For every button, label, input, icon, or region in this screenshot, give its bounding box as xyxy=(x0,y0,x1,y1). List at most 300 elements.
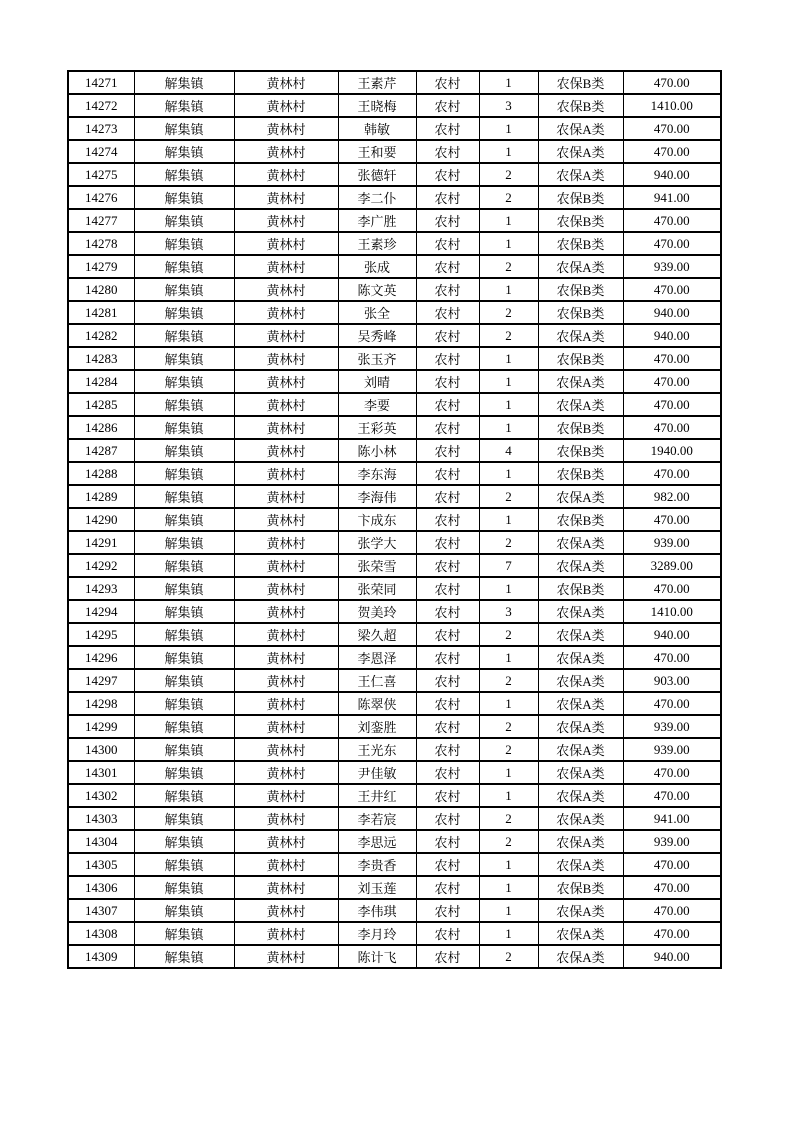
table-cell-amount: 470.00 xyxy=(623,577,721,600)
table-cell-serial_no: 14292 xyxy=(68,554,134,577)
table-cell-serial_no: 14293 xyxy=(68,577,134,600)
table-cell-person_count: 2 xyxy=(479,807,538,830)
table-cell-insurance_category: 农保A类 xyxy=(538,784,623,807)
table-cell-amount: 470.00 xyxy=(623,462,721,485)
table-cell-person_name: 张荣同 xyxy=(338,577,416,600)
table-cell-village: 黄林村 xyxy=(234,715,338,738)
table-row xyxy=(68,163,721,186)
table-cell-serial_no: 14284 xyxy=(68,370,134,393)
table-cell-insurance_category: 农保B类 xyxy=(538,209,623,232)
table-cell-person_count: 2 xyxy=(479,163,538,186)
table-cell-serial_no: 14294 xyxy=(68,600,134,623)
table-cell-person_name: 韩敏 xyxy=(338,117,416,140)
table-cell-town: 解集镇 xyxy=(134,623,234,646)
table-cell-residence_type: 农村 xyxy=(416,462,479,485)
table-cell-amount: 939.00 xyxy=(623,830,721,853)
table-cell-serial_no: 14272 xyxy=(68,94,134,117)
table-cell-serial_no: 14298 xyxy=(68,692,134,715)
table-cell-insurance_category: 农保A类 xyxy=(538,485,623,508)
table-row xyxy=(68,554,721,577)
table-row xyxy=(68,945,721,968)
table-cell-person_name: 刘銮胜 xyxy=(338,715,416,738)
table-cell-residence_type: 农村 xyxy=(416,876,479,899)
table-cell-amount: 939.00 xyxy=(623,738,721,761)
table-cell-person_count: 7 xyxy=(479,554,538,577)
table-cell-person_count: 1 xyxy=(479,692,538,715)
table-cell-amount: 470.00 xyxy=(623,761,721,784)
table-cell-person_count: 2 xyxy=(479,186,538,209)
table-cell-residence_type: 农村 xyxy=(416,393,479,416)
table-cell-person_count: 1 xyxy=(479,232,538,255)
table-cell-town: 解集镇 xyxy=(134,784,234,807)
table-cell-insurance_category: 农保B类 xyxy=(538,876,623,899)
table-cell-amount: 940.00 xyxy=(623,623,721,646)
table-cell-insurance_category: 农保A类 xyxy=(538,830,623,853)
table-cell-town: 解集镇 xyxy=(134,692,234,715)
table-cell-person_count: 1 xyxy=(479,393,538,416)
table-cell-person_count: 1 xyxy=(479,761,538,784)
table-cell-amount: 1410.00 xyxy=(623,600,721,623)
table-cell-insurance_category: 农保B类 xyxy=(538,439,623,462)
data-table xyxy=(67,70,722,969)
table-cell-village: 黄林村 xyxy=(234,807,338,830)
table-cell-serial_no: 14290 xyxy=(68,508,134,531)
table-body xyxy=(68,71,721,968)
table-cell-amount: 470.00 xyxy=(623,899,721,922)
table-cell-village: 黄林村 xyxy=(234,301,338,324)
table-row xyxy=(68,232,721,255)
table-cell-amount: 940.00 xyxy=(623,301,721,324)
table-cell-person_name: 王彩英 xyxy=(338,416,416,439)
table-cell-person_name: 梁久超 xyxy=(338,623,416,646)
table-cell-insurance_category: 农保B类 xyxy=(538,301,623,324)
table-cell-serial_no: 14309 xyxy=(68,945,134,968)
table-cell-person_name: 刘玉莲 xyxy=(338,876,416,899)
table-cell-residence_type: 农村 xyxy=(416,669,479,692)
table-row xyxy=(68,577,721,600)
table-cell-village: 黄林村 xyxy=(234,439,338,462)
table-cell-serial_no: 14296 xyxy=(68,646,134,669)
table-cell-person_name: 卞成东 xyxy=(338,508,416,531)
table-cell-amount: 470.00 xyxy=(623,370,721,393)
table-cell-village: 黄林村 xyxy=(234,324,338,347)
table-row xyxy=(68,393,721,416)
table-cell-residence_type: 农村 xyxy=(416,163,479,186)
table-cell-insurance_category: 农保A类 xyxy=(538,853,623,876)
table-cell-town: 解集镇 xyxy=(134,416,234,439)
table-cell-person_count: 2 xyxy=(479,301,538,324)
table-cell-village: 黄林村 xyxy=(234,416,338,439)
table-cell-insurance_category: 农保A类 xyxy=(538,761,623,784)
table-cell-amount: 1940.00 xyxy=(623,439,721,462)
table-cell-serial_no: 14308 xyxy=(68,922,134,945)
table-cell-amount: 470.00 xyxy=(623,784,721,807)
table-row xyxy=(68,784,721,807)
table-cell-town: 解集镇 xyxy=(134,255,234,278)
table-cell-person_name: 张荣雪 xyxy=(338,554,416,577)
table-cell-village: 黄林村 xyxy=(234,899,338,922)
table-cell-serial_no: 14285 xyxy=(68,393,134,416)
table-cell-residence_type: 农村 xyxy=(416,439,479,462)
table-cell-person_name: 吴秀峰 xyxy=(338,324,416,347)
table-row xyxy=(68,715,721,738)
table-cell-residence_type: 农村 xyxy=(416,140,479,163)
table-cell-village: 黄林村 xyxy=(234,738,338,761)
table-cell-serial_no: 14286 xyxy=(68,416,134,439)
table-cell-amount: 470.00 xyxy=(623,922,721,945)
table-cell-town: 解集镇 xyxy=(134,945,234,968)
table-cell-person_name: 李若宸 xyxy=(338,807,416,830)
table-cell-amount: 982.00 xyxy=(623,485,721,508)
table-cell-town: 解集镇 xyxy=(134,853,234,876)
table-cell-serial_no: 14306 xyxy=(68,876,134,899)
table-cell-village: 黄林村 xyxy=(234,393,338,416)
table-cell-village: 黄林村 xyxy=(234,140,338,163)
table-cell-residence_type: 农村 xyxy=(416,899,479,922)
table-cell-village: 黄林村 xyxy=(234,462,338,485)
table-cell-person_name: 李东海 xyxy=(338,462,416,485)
table-cell-person_name: 张全 xyxy=(338,301,416,324)
table-row xyxy=(68,255,721,278)
table-cell-person_name: 李要 xyxy=(338,393,416,416)
table-cell-serial_no: 14282 xyxy=(68,324,134,347)
table-cell-village: 黄林村 xyxy=(234,577,338,600)
table-cell-village: 黄林村 xyxy=(234,784,338,807)
table-cell-village: 黄林村 xyxy=(234,71,338,94)
table-cell-village: 黄林村 xyxy=(234,370,338,393)
table-cell-serial_no: 14273 xyxy=(68,117,134,140)
table-row xyxy=(68,94,721,117)
table-cell-person_count: 1 xyxy=(479,876,538,899)
table-cell-insurance_category: 农保A类 xyxy=(538,600,623,623)
table-cell-insurance_category: 农保A类 xyxy=(538,393,623,416)
table-cell-town: 解集镇 xyxy=(134,278,234,301)
table-cell-person_count: 1 xyxy=(479,899,538,922)
table-cell-residence_type: 农村 xyxy=(416,623,479,646)
table-cell-residence_type: 农村 xyxy=(416,922,479,945)
table-cell-residence_type: 农村 xyxy=(416,255,479,278)
table-cell-amount: 470.00 xyxy=(623,140,721,163)
table-cell-town: 解集镇 xyxy=(134,738,234,761)
table-cell-amount: 470.00 xyxy=(623,117,721,140)
table-cell-person_name: 李二仆 xyxy=(338,186,416,209)
table-cell-serial_no: 14287 xyxy=(68,439,134,462)
table-cell-village: 黄林村 xyxy=(234,853,338,876)
table-cell-amount: 903.00 xyxy=(623,669,721,692)
table-cell-town: 解集镇 xyxy=(134,347,234,370)
table-cell-town: 解集镇 xyxy=(134,876,234,899)
table-cell-person_name: 王晓梅 xyxy=(338,94,416,117)
table-row xyxy=(68,324,721,347)
table-cell-village: 黄林村 xyxy=(234,692,338,715)
table-cell-insurance_category: 农保B类 xyxy=(538,71,623,94)
table-cell-town: 解集镇 xyxy=(134,922,234,945)
table-cell-residence_type: 农村 xyxy=(416,508,479,531)
table-cell-residence_type: 农村 xyxy=(416,416,479,439)
table-row xyxy=(68,807,721,830)
table-cell-town: 解集镇 xyxy=(134,830,234,853)
table-cell-village: 黄林村 xyxy=(234,761,338,784)
table-cell-insurance_category: 农保A类 xyxy=(538,807,623,830)
table-cell-insurance_category: 农保A类 xyxy=(538,715,623,738)
table-cell-person_name: 陈计飞 xyxy=(338,945,416,968)
table-cell-town: 解集镇 xyxy=(134,554,234,577)
table-row xyxy=(68,531,721,554)
table-cell-person_count: 1 xyxy=(479,209,538,232)
table-cell-residence_type: 农村 xyxy=(416,554,479,577)
table-cell-person_name: 王光东 xyxy=(338,738,416,761)
table-cell-person_name: 李恩泽 xyxy=(338,646,416,669)
table-cell-person_count: 1 xyxy=(479,922,538,945)
table-cell-person_count: 2 xyxy=(479,531,538,554)
table-cell-amount: 941.00 xyxy=(623,186,721,209)
table-cell-amount: 940.00 xyxy=(623,324,721,347)
table-cell-village: 黄林村 xyxy=(234,554,338,577)
table-cell-insurance_category: 农保B类 xyxy=(538,347,623,370)
table-cell-town: 解集镇 xyxy=(134,508,234,531)
table-cell-residence_type: 农村 xyxy=(416,347,479,370)
table-cell-person_count: 1 xyxy=(479,784,538,807)
table-cell-village: 黄林村 xyxy=(234,669,338,692)
table-cell-serial_no: 14303 xyxy=(68,807,134,830)
table-cell-insurance_category: 农保A类 xyxy=(538,945,623,968)
table-cell-village: 黄林村 xyxy=(234,186,338,209)
table-cell-town: 解集镇 xyxy=(134,232,234,255)
table-cell-person_count: 2 xyxy=(479,715,538,738)
table-cell-town: 解集镇 xyxy=(134,186,234,209)
table-row xyxy=(68,508,721,531)
table-cell-amount: 941.00 xyxy=(623,807,721,830)
table-cell-person_count: 1 xyxy=(479,577,538,600)
table-cell-person_name: 李贵香 xyxy=(338,853,416,876)
table-cell-town: 解集镇 xyxy=(134,807,234,830)
table-cell-serial_no: 14307 xyxy=(68,899,134,922)
table-row xyxy=(68,623,721,646)
table-cell-village: 黄林村 xyxy=(234,278,338,301)
table-cell-residence_type: 农村 xyxy=(416,715,479,738)
table-cell-serial_no: 14289 xyxy=(68,485,134,508)
table-cell-person_count: 1 xyxy=(479,508,538,531)
table-cell-insurance_category: 农保A类 xyxy=(538,370,623,393)
table-cell-town: 解集镇 xyxy=(134,209,234,232)
table-cell-person_count: 2 xyxy=(479,623,538,646)
table-cell-town: 解集镇 xyxy=(134,761,234,784)
table-cell-insurance_category: 农保A类 xyxy=(538,669,623,692)
table-row xyxy=(68,439,721,462)
table-cell-serial_no: 14278 xyxy=(68,232,134,255)
table-cell-village: 黄林村 xyxy=(234,209,338,232)
table-cell-person_name: 王和要 xyxy=(338,140,416,163)
table-cell-residence_type: 农村 xyxy=(416,577,479,600)
table-cell-person_name: 李思远 xyxy=(338,830,416,853)
table-cell-person_name: 李广胜 xyxy=(338,209,416,232)
table-cell-serial_no: 14302 xyxy=(68,784,134,807)
table-cell-amount: 470.00 xyxy=(623,508,721,531)
table-row xyxy=(68,853,721,876)
table-cell-insurance_category: 农保B类 xyxy=(538,508,623,531)
table-cell-village: 黄林村 xyxy=(234,163,338,186)
table-cell-village: 黄林村 xyxy=(234,347,338,370)
table-cell-person_name: 王素芹 xyxy=(338,71,416,94)
table-cell-person_name: 张德轩 xyxy=(338,163,416,186)
table-cell-residence_type: 农村 xyxy=(416,232,479,255)
table-cell-town: 解集镇 xyxy=(134,301,234,324)
table-cell-amount: 470.00 xyxy=(623,209,721,232)
table-row xyxy=(68,830,721,853)
table-cell-insurance_category: 农保B类 xyxy=(538,416,623,439)
table-cell-village: 黄林村 xyxy=(234,623,338,646)
table-cell-amount: 939.00 xyxy=(623,715,721,738)
table-cell-village: 黄林村 xyxy=(234,531,338,554)
table-cell-residence_type: 农村 xyxy=(416,853,479,876)
table-row xyxy=(68,186,721,209)
table-cell-insurance_category: 农保A类 xyxy=(538,324,623,347)
table-cell-serial_no: 14276 xyxy=(68,186,134,209)
table-cell-town: 解集镇 xyxy=(134,669,234,692)
table-cell-town: 解集镇 xyxy=(134,163,234,186)
table-cell-residence_type: 农村 xyxy=(416,209,479,232)
table-row xyxy=(68,692,721,715)
table-cell-person_name: 张学大 xyxy=(338,531,416,554)
table-cell-residence_type: 农村 xyxy=(416,531,479,554)
table-cell-town: 解集镇 xyxy=(134,140,234,163)
table-cell-town: 解集镇 xyxy=(134,393,234,416)
table-cell-person_count: 2 xyxy=(479,255,538,278)
table-cell-person_name: 尹佳敏 xyxy=(338,761,416,784)
table-cell-village: 黄林村 xyxy=(234,830,338,853)
table-cell-person_name: 李海伟 xyxy=(338,485,416,508)
table-row xyxy=(68,600,721,623)
table-cell-insurance_category: 农保B类 xyxy=(538,186,623,209)
table-cell-amount: 470.00 xyxy=(623,692,721,715)
table-cell-insurance_category: 农保A类 xyxy=(538,531,623,554)
table-cell-person_name: 陈翠侠 xyxy=(338,692,416,715)
table-cell-town: 解集镇 xyxy=(134,462,234,485)
table-cell-residence_type: 农村 xyxy=(416,761,479,784)
table-cell-residence_type: 农村 xyxy=(416,117,479,140)
table-cell-person_count: 1 xyxy=(479,71,538,94)
table-cell-residence_type: 农村 xyxy=(416,71,479,94)
table-cell-insurance_category: 农保A类 xyxy=(538,738,623,761)
table-cell-serial_no: 14291 xyxy=(68,531,134,554)
table-cell-insurance_category: 农保A类 xyxy=(538,140,623,163)
table-cell-residence_type: 农村 xyxy=(416,830,479,853)
table-row xyxy=(68,922,721,945)
table-cell-amount: 1410.00 xyxy=(623,94,721,117)
table-cell-village: 黄林村 xyxy=(234,255,338,278)
table-cell-town: 解集镇 xyxy=(134,71,234,94)
table-cell-insurance_category: 农保A类 xyxy=(538,255,623,278)
table-cell-town: 解集镇 xyxy=(134,577,234,600)
table-cell-residence_type: 农村 xyxy=(416,370,479,393)
table-cell-residence_type: 农村 xyxy=(416,324,479,347)
table-cell-town: 解集镇 xyxy=(134,646,234,669)
table-cell-person_count: 2 xyxy=(479,738,538,761)
table-cell-amount: 470.00 xyxy=(623,853,721,876)
table-cell-person_name: 王素珍 xyxy=(338,232,416,255)
table-cell-insurance_category: 农保A类 xyxy=(538,117,623,140)
table-cell-person_count: 1 xyxy=(479,278,538,301)
table-cell-serial_no: 14288 xyxy=(68,462,134,485)
table-row xyxy=(68,416,721,439)
table-row xyxy=(68,669,721,692)
table-cell-amount: 470.00 xyxy=(623,347,721,370)
table-cell-person_count: 3 xyxy=(479,600,538,623)
table-cell-village: 黄林村 xyxy=(234,485,338,508)
table-cell-serial_no: 14305 xyxy=(68,853,134,876)
table-cell-residence_type: 农村 xyxy=(416,186,479,209)
table-cell-amount: 470.00 xyxy=(623,646,721,669)
table-cell-person_count: 1 xyxy=(479,140,538,163)
table-cell-insurance_category: 农保B类 xyxy=(538,278,623,301)
table-cell-village: 黄林村 xyxy=(234,945,338,968)
table-cell-serial_no: 14295 xyxy=(68,623,134,646)
table-cell-insurance_category: 农保B类 xyxy=(538,462,623,485)
table-cell-town: 解集镇 xyxy=(134,439,234,462)
table-row xyxy=(68,738,721,761)
table-cell-person_count: 4 xyxy=(479,439,538,462)
table-cell-person_count: 1 xyxy=(479,646,538,669)
table-cell-town: 解集镇 xyxy=(134,715,234,738)
table-cell-village: 黄林村 xyxy=(234,922,338,945)
table-row xyxy=(68,71,721,94)
table-cell-person_name: 陈文英 xyxy=(338,278,416,301)
table-cell-town: 解集镇 xyxy=(134,485,234,508)
table-cell-person_count: 1 xyxy=(479,370,538,393)
table-cell-amount: 470.00 xyxy=(623,71,721,94)
table-cell-serial_no: 14281 xyxy=(68,301,134,324)
table-cell-village: 黄林村 xyxy=(234,117,338,140)
table-cell-village: 黄林村 xyxy=(234,600,338,623)
table-row xyxy=(68,646,721,669)
table-cell-person_count: 1 xyxy=(479,117,538,140)
table-cell-residence_type: 农村 xyxy=(416,485,479,508)
table-row xyxy=(68,899,721,922)
table-row xyxy=(68,209,721,232)
table-cell-person_name: 王井红 xyxy=(338,784,416,807)
table-cell-village: 黄林村 xyxy=(234,876,338,899)
table-cell-insurance_category: 农保A类 xyxy=(538,554,623,577)
table-cell-amount: 470.00 xyxy=(623,416,721,439)
table-cell-village: 黄林村 xyxy=(234,94,338,117)
table-cell-person_name: 张玉齐 xyxy=(338,347,416,370)
table-row xyxy=(68,485,721,508)
table-cell-town: 解集镇 xyxy=(134,117,234,140)
table-cell-serial_no: 14274 xyxy=(68,140,134,163)
table-cell-residence_type: 农村 xyxy=(416,600,479,623)
table-cell-town: 解集镇 xyxy=(134,600,234,623)
table-cell-amount: 939.00 xyxy=(623,255,721,278)
table-cell-amount: 940.00 xyxy=(623,163,721,186)
table-row xyxy=(68,876,721,899)
table-cell-amount: 470.00 xyxy=(623,232,721,255)
table-cell-insurance_category: 农保A类 xyxy=(538,623,623,646)
table-cell-town: 解集镇 xyxy=(134,899,234,922)
table-cell-person_name: 王仁喜 xyxy=(338,669,416,692)
table-cell-serial_no: 14283 xyxy=(68,347,134,370)
table-cell-insurance_category: 农保A类 xyxy=(538,899,623,922)
table-row xyxy=(68,370,721,393)
table-cell-serial_no: 14275 xyxy=(68,163,134,186)
table-cell-insurance_category: 农保B类 xyxy=(538,232,623,255)
table-cell-serial_no: 14279 xyxy=(68,255,134,278)
table-row xyxy=(68,462,721,485)
table-cell-serial_no: 14300 xyxy=(68,738,134,761)
table-cell-residence_type: 农村 xyxy=(416,692,479,715)
table-cell-village: 黄林村 xyxy=(234,646,338,669)
table-row xyxy=(68,301,721,324)
table-cell-serial_no: 14297 xyxy=(68,669,134,692)
